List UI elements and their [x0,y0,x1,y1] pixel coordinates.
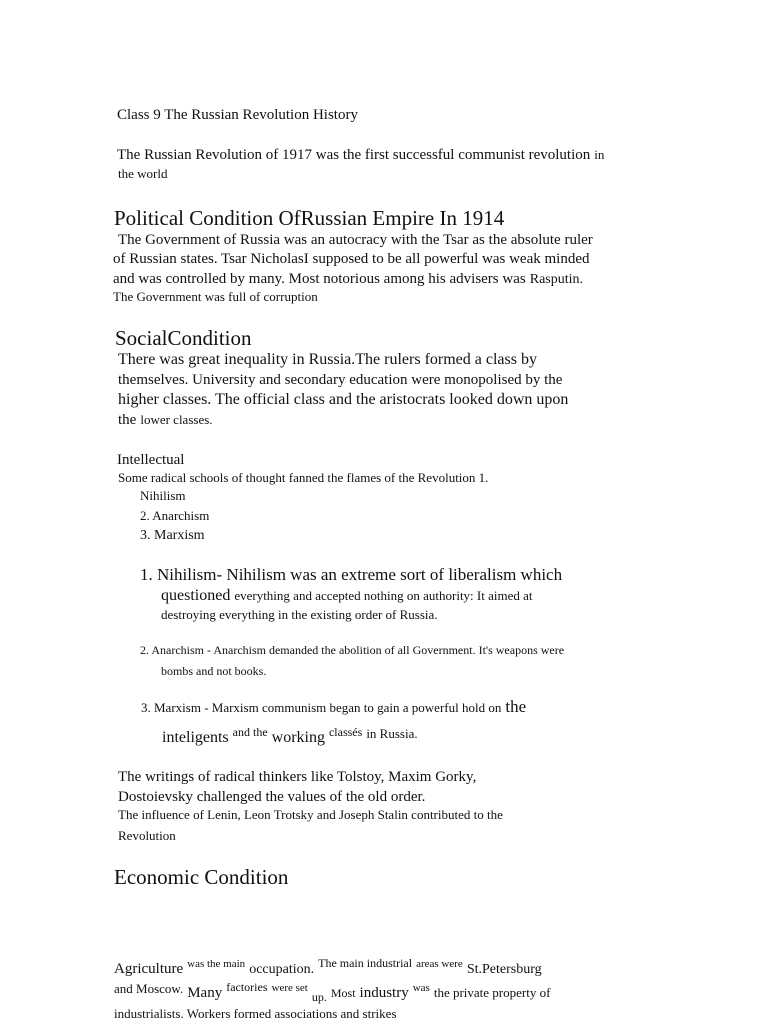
economic-main-industrial: The main industrial [318,956,413,970]
social-line-4 [118,411,213,429]
political-line-4: The Government was full of corruption [113,289,318,304]
economic-many: Many [187,985,223,1001]
writings-line-4: Revolution [118,828,176,843]
economic-factories: factories [226,980,268,994]
intellectual-heading: Intellectual [117,452,185,468]
list-item: 3. Marxism [140,528,205,543]
intellectual-intro: Some radical schools of thought fanned the flames of the Revolution 1. [118,470,489,485]
intro-text-tail: in [594,147,605,162]
economic-industry: industry [359,985,409,1001]
social-lower-classes: lower classes. [140,412,213,427]
marxism-working: working [271,729,325,746]
marxism-classes: classés [328,725,363,739]
political-line-3 [113,270,583,288]
nihilism-lead: Nihilism- Nihilism was an extreme sort of liberalism which [157,565,563,584]
economic-line-3: industrialists. Workers formed associations and strikes [114,1006,397,1021]
marxism-and-the: and the [232,725,268,739]
list-item: Nihilism [140,488,186,503]
economic-was: was [412,982,430,994]
nihilism-line-1 [140,565,562,585]
marxism-line-1 [141,697,526,717]
social-line-1: There was great inequality in Russia.The rulers formed a class by [118,351,537,368]
economic-was-the-main: was the main [187,958,246,970]
political-line-2: of Russian states. Tsar NicholasI supposed to be all powerful was weak minded [113,251,590,267]
anarchism-line-2: bombs and not books. [161,664,267,678]
intro-text: The Russian Revolution of 1917 was the first successful communist revolution [117,147,591,163]
economic-up: up. [311,990,327,1004]
intro-line-2: the world [118,166,168,181]
nihilism-line-2-rest: everything and accepted nothing on authority: It aimed at [234,588,533,603]
document-title: Class 9 The Russian Revolution History [117,107,358,123]
economic-agriculture: Agriculture [114,961,184,977]
writings-line-1: The writings of radical thinkers like Tolstoy, Maxim Gorky, [118,769,477,785]
economic-occupation: occupation. [249,962,315,977]
economic-st-petersburg: St.Petersburg [466,962,542,977]
marxism-inteligents: inteligents [162,729,229,746]
economic-areas-were: areas were [416,958,463,970]
economic-most: Most [330,986,356,1000]
social-the: the [118,412,137,428]
nihilism-line-2 [161,587,533,605]
nihilism-line-3: destroying everything in the existing order of Russia. [161,607,438,622]
intro-line-1 [117,146,604,164]
political-line-1: The Government of Russia was an autocracy with the Tsar as the absolute ruler [118,232,593,248]
economic-line-1 [114,956,542,978]
political-line-3-text: and was controlled by many. Most notorious among his advisers was [113,271,526,287]
writings-line-2: Dostoievsky challenged the values of the old order. [118,789,426,805]
economic-line-2 [114,980,551,1004]
economic-and-moscow: and Moscow. [114,981,184,996]
anarchism-line-1: 2. Anarchism - Anarchism demanded the abolition of all Government. It's weapons were [140,643,565,657]
list-item: 2. Anarchism [140,508,210,523]
economic-heading: Economic Condition [114,865,289,889]
political-heading: Political Condition OfRussian Empire In 1914 [114,206,505,230]
economic-private-property: the private property of [433,985,551,1000]
marxism-in-russia: in Russia. [366,726,418,741]
nihilism-number: 1. [140,565,153,584]
social-line-2: themselves. University and secondary education were monopolised by the [118,372,563,388]
nihilism-questioned: questioned [161,587,231,604]
political-rasputin: Rasputin. [529,272,584,287]
social-line-3: higher classes. The official class and the aristocrats looked down upon [118,391,569,408]
marxism-text: 3. Marxism - Marxism communism began to gain a powerful hold on [141,700,502,715]
social-heading: SocialCondition [115,326,252,350]
writings-line-3: The influence of Lenin, Leon Trotsky and Joseph Stalin contributed to the [118,807,503,822]
marxism-line-2 [162,725,418,747]
economic-were-set: were set [271,982,308,994]
marxism-the: the [505,697,527,716]
